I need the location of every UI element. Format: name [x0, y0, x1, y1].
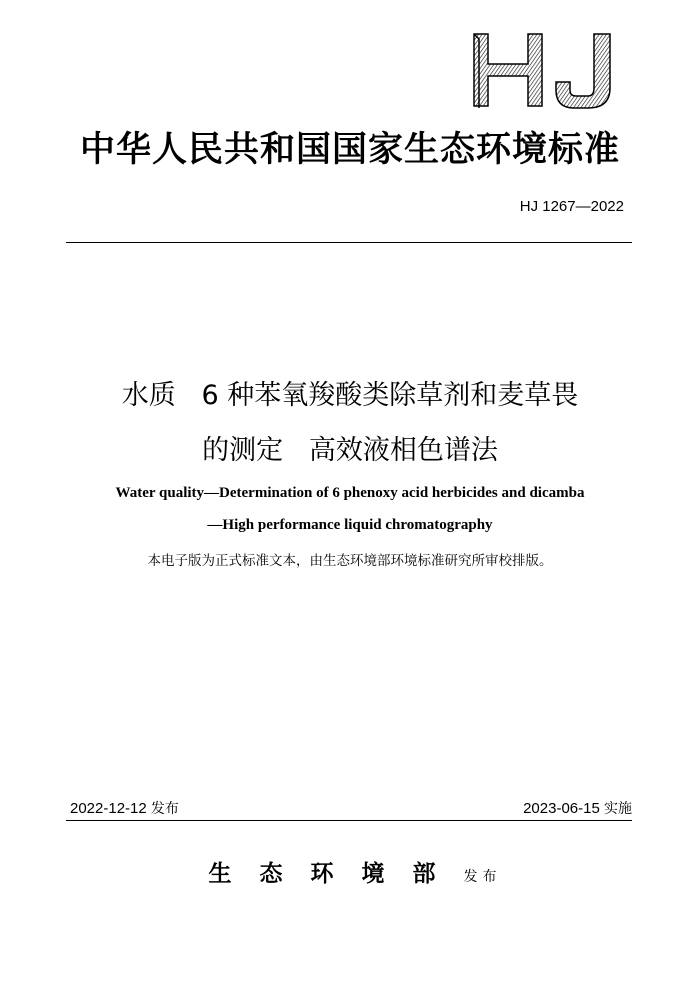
issue-date-label: 发布: [150, 801, 179, 817]
issue-date-value: 2022-12-12: [70, 800, 147, 817]
publisher-org-char: 态: [259, 860, 283, 887]
publisher: [0, 855, 700, 888]
top-divider: [66, 242, 632, 243]
edition-note: 本电子版为正式标准文本，由生态环境部环境标准研究所审校排版。: [147, 553, 553, 569]
publisher-org-char: 环: [310, 860, 334, 887]
english-title-line-1: Water quality—Determination of 6 phenoxy acid herbicides and dicamba: [115, 485, 585, 501]
standard-number: HJ 1267—2022: [519, 198, 624, 215]
publisher-action: 发布: [463, 869, 502, 885]
publisher-org-char: 生: [208, 860, 232, 887]
issue-date: [70, 798, 179, 818]
implementation-date: [523, 798, 632, 818]
chinese-title-line-1: 水质 6 种苯氧羧酸类除草剂和麦草畏: [121, 380, 579, 411]
publisher-org: [198, 860, 453, 887]
implementation-date-label: 实施: [604, 801, 632, 817]
bottom-divider: [66, 820, 632, 821]
publisher-org-char: 境: [361, 860, 385, 887]
hj-logo: [470, 30, 615, 112]
chinese-title-line-2: 的测定 高效液相色谱法: [202, 435, 498, 466]
implementation-date-value: 2023-06-15: [523, 800, 600, 817]
english-title-line-2: —High performance liquid chromatography: [207, 517, 493, 533]
standard-category-title: 中华人民共和国国家生态环境标准: [79, 129, 620, 170]
publisher-org-char: 部: [412, 860, 436, 887]
